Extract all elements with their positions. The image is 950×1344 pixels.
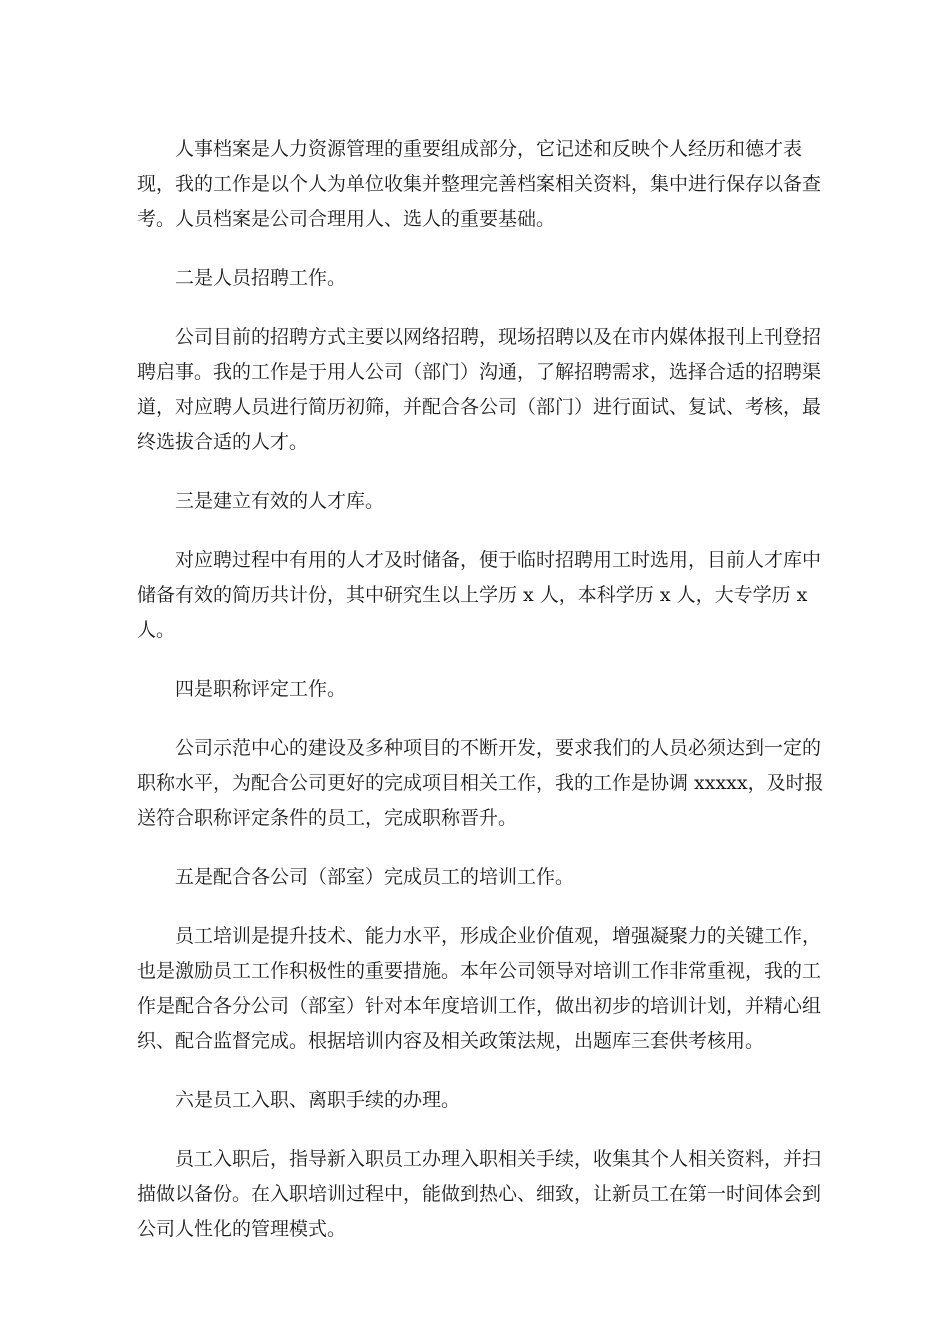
heading-recruitment: 二是人员招聘工作。 bbox=[175, 267, 347, 289]
paragraph-training: 员工培训是提升技术、能力水平，形成企业价值观，增强凝聚力的关键工作，也是激励员工工作积极性的重要措施。本年公司领导对培训工作非常重视，我的工作是配合各分公司（部室）针对本年度培训工作，做出初步的培训计划，并精心组织、配合监督完成。根据培训内容及相关政策法规，出题库三套供考核用。 bbox=[137, 925, 822, 1052]
heading-talent-pool: 三是建立有效的人才库。 bbox=[175, 490, 385, 512]
paragraph-talent-pool: 对应聘过程中有用的人才及时储备，便于临时招聘用工时选用，目前人才库中储备有效的简历共计份，其中研究生以上学历 x 人，本科学历 x 人，大专学历 x 人。 bbox=[137, 549, 822, 641]
paragraph-onboarding: 员工入职后，指导新入职员工办理入职相关手续，收集其个人相关资料，并扫描做以备份。在入职培训过程中，能做到热心、细致，让新员工在第一时间体会到公司人性化的管理模式。 bbox=[137, 1148, 822, 1240]
heading-onboarding: 六是员工入职、离职手续的办理。 bbox=[175, 1089, 461, 1111]
heading-title-evaluation: 四是职称评定工作。 bbox=[175, 678, 347, 700]
paragraph-title-evaluation: 公司示范中心的建设及多种项目的不断开发，要求我们的人员必须达到一定的职称水平，为配合公司更好的完成项目相关工作，我的工作是协调 xxxxx，及时报送符合职称评定条件的员工，完成职称晋升。 bbox=[137, 737, 824, 829]
heading-training: 五是配合各公司（部室）完成员工的培训工作。 bbox=[175, 866, 575, 888]
paragraph-personnel-archives: 人事档案是人力资源管理的重要组成部分，它记述和反映个人经历和德才表现，我的工作是以个人为单位收集并整理完善档案相关资料，集中进行保存以备查考。人员档案是公司合理用人、选人的重要基础。 bbox=[137, 138, 822, 230]
paragraph-recruitment: 公司目前的招聘方式主要以网络招聘，现场招聘以及在市内媒体报刊上刊登招聘启事。我的工作是于用人公司（部门）沟通，了解招聘需求，选择合适的招聘渠道，对应聘人员进行简历初筛，并配合各公司（部门）进行面试、复试、考核，最终选拔合适的人才。 bbox=[137, 326, 822, 453]
document-body bbox=[137, 132, 827, 1271]
